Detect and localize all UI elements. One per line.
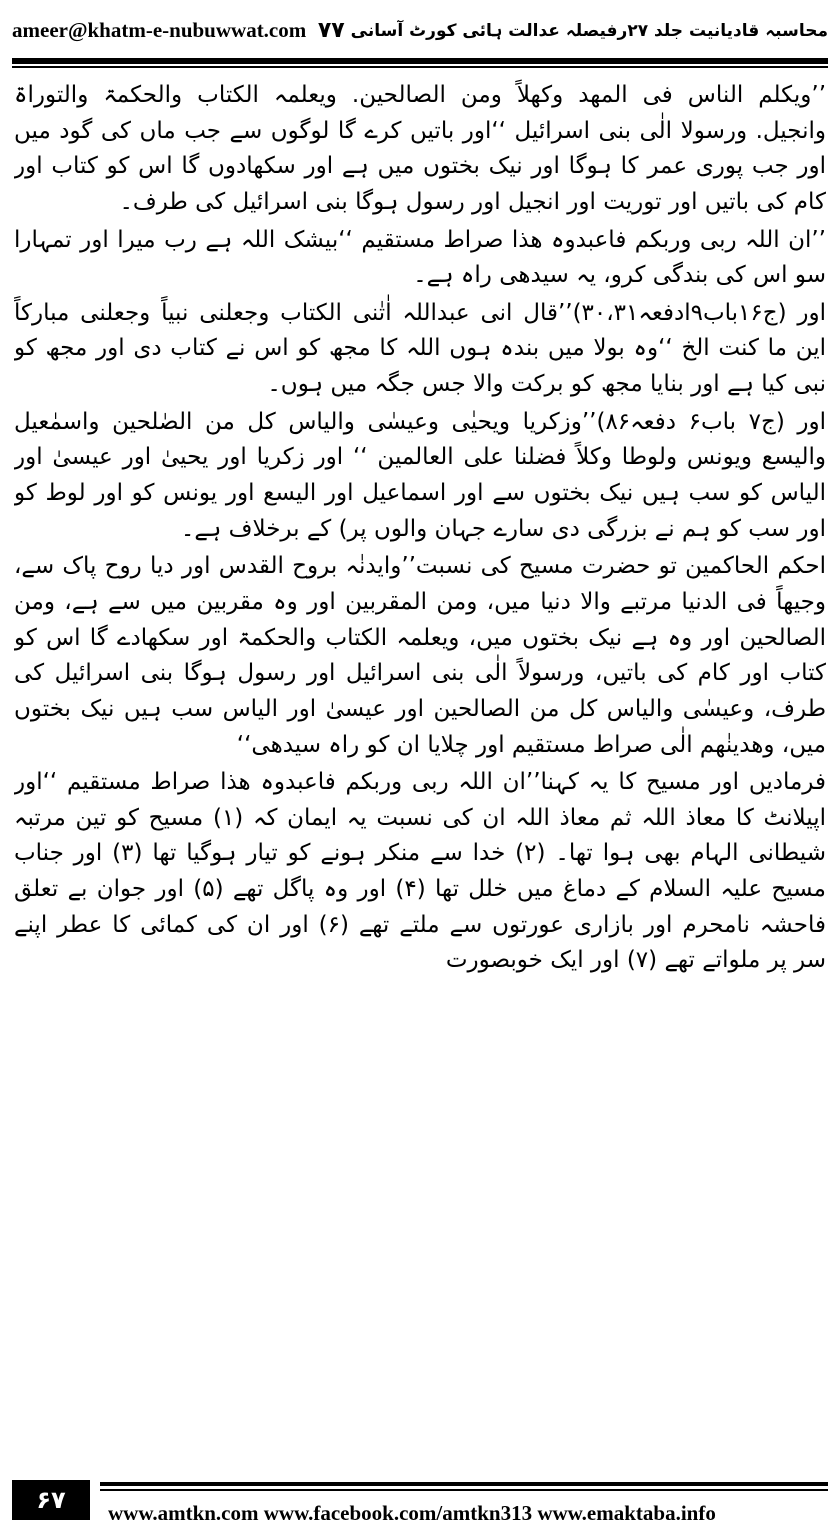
paragraph-2: ’’ان اللہ ربی وربکم فاعبدوہ ھذا صراط مستقیم ‘‘بیشک اللہ ہے رب میرا اور تمہارا سو اس کی بندگی کرو، یہ سیدھی راہ ہے۔ — [14, 226, 826, 289]
footer-links[interactable]: www.amtkn.com www.facebook.com/amtkn313 www.emaktaba.info — [108, 1500, 716, 1525]
paragraph-1: ’’ویکلم الناس فی المھد وکھلاً ومن الصالحین. ویعلمہ الکتاب والحکمۃ والتوراۃ وانجیل. ورسولا الٰی بنی اسرائیل ‘‘اور باتیں کرے گا لوگوں سے جب ماں کی گود میں اور جب پوری عمر کا ہوگا اور نیک بختوں میں ہے اور سکھادوں گا اس کو کتاب اور کام کی باتیں اور توریت اور انجیل اور رسول ہوگا بنی اسرائیل کی طرف۔ — [14, 82, 826, 215]
page-footer — [12, 1486, 828, 1530]
paragraph-4: اور (ج۷ باب۶ دفعہ۸۶)’’وزکریا ویحیٰی وعیسٰی والیاس کل من الصٰلحین واسمٰعیل والیسع ویونس ولوطا وکلاً فضلنا علی العالمین ‘‘ اور زکریا اور یحییٰ اور عیسیٰ اور الیاس کو سب ہیں نیک بختوں سے اور اسماعیل اور الیسع اور یونس کو اور لوط کو اور سب کو ہم نے بزرگی دی سارے جہان والوں پر) کے برخلاف ہے۔ — [14, 408, 826, 542]
header-email[interactable]: ameer@khatm-e-nubuwwat.com — [12, 17, 307, 42]
paragraph-5: احکم الحاکمین تو حضرت مسیح کی نسبت’’وایدنٰہ بروح القدس اور دیا روح پاک سے، وجیھاً فی الدنیا مرتبے والا دنیا میں، ومن المقربین اور وہ مقربین میں سے ہے، ومن الصالحین اور وہ ہے نیک بختوں میں، ویعلمہ الکتاب والحکمۃ اور سکھادے گا اس کو کتاب اور کام کی باتیں، ورسولاً الٰی بنی اسرائیل اور رسول ہوگا بنی اسرائیل کی طرف، وعیسٰی والیاس کل من الصالحین اور عیسیٰ اور الیاس سب ہیں نیک بختوں میں، وھدینٰھم الٰی صراط مستقیم اور چلایا ان کو راہ سیدھی‘‘ — [14, 553, 826, 758]
footer-rule-thin — [100, 1489, 828, 1491]
page-header — [12, 12, 828, 48]
header-right — [310, 18, 828, 43]
footer-rule — [100, 1482, 828, 1486]
paragraph-6: فرمادیں اور مسیح کا یہ کہنا’’ان اللہ ربی وربکم فاعبدوہ ھذا صراط مستقیم ‘‘اور اپیلانٹ کا معاذ اللہ ثم معاذ اللہ ان کی نسبت یہ ایمان کہ (۱) مسیح کو تین مرتبہ شیطانی الہام بھی ہوا تھا۔ (۲) خدا سے منکر ہونے کو تیار ہوگیا تھا (۳) اور جناب مسیح علیہ السلام کے دماغ میں خلل تھا (۴) اور وہ پاگل تھے (۵) اور جوان بے تعلق فاحشہ نامحرم اور بازاری عورتوں سے ملتے تھے (۶) اور ان کی کمائی کا عطر اپنے سر پر ملواتے تھے (۷) اور ایک خوبصورت — [14, 769, 826, 974]
body-text — [14, 78, 826, 1478]
paragraph-3: اور (ج۱۶باب۹ادفعہ۳۰،۳۱)’’قال انی عبداللہ اٰتٰنی الکتاب وجعلنی نبیاً وجعلنی مبارکاً این ما کنت الخ ‘‘وہ بولا میں بندہ ہوں اللہ کا مجھ کو اس نے کتاب دی اور مجھ کو نبی کیا ہے اور بنایا مجھ کو برکت والا جس جگہ میں ہوں۔ — [14, 299, 826, 398]
header-rule-thin — [12, 66, 828, 68]
footer-page-number: ۶۷ — [12, 1480, 90, 1520]
header-rule — [12, 58, 828, 64]
header-title: محاسبہ قادیانیت جلد ۲۷رفیصلہ عدالت ہائی کورٹ آسانی — [350, 20, 828, 41]
header-page-ref: ۷۷ — [317, 17, 345, 43]
